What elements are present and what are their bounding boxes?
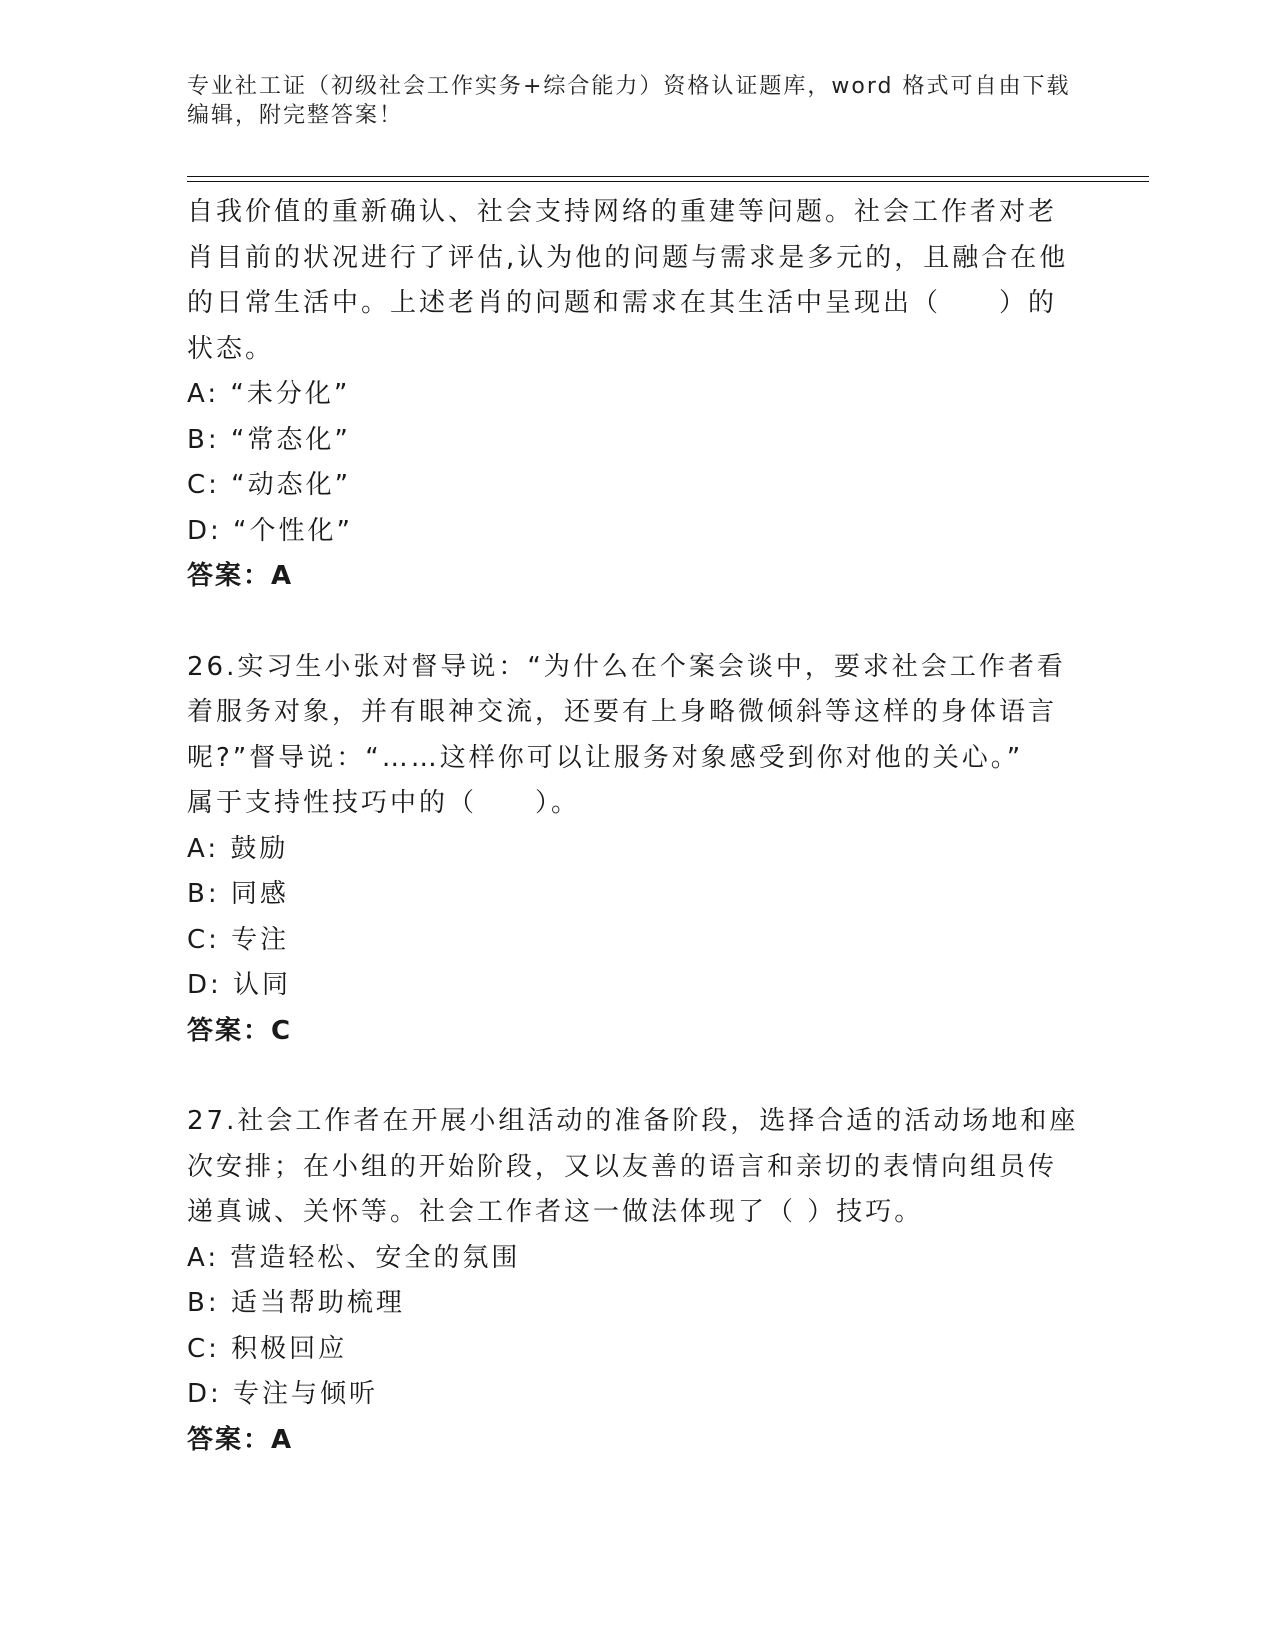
question-stem-line: 的日常生活中。上述老肖的问题和需求在其生活中呈现出（ ）的 — [187, 288, 1058, 318]
question-stem-line: 肖目前的状况进行了评估,认为他的问题与需求是多元的，且融合在他 — [187, 242, 1069, 273]
question-stem-line: 属于支持性技巧中的（ ）。 — [187, 788, 581, 818]
option-d: D: “个性化” — [187, 515, 353, 546]
option-d: D: 专注与倾听 — [187, 1379, 379, 1409]
question-stem-line: 27.社会工作者在开展小组活动的准备阶段，选择合适的活动场地和座 — [187, 1106, 1079, 1136]
question-stem-line: 着服务对象，并有眼神交流，还要有上身略微倾斜等这样的身体语言 — [187, 697, 1058, 727]
question-stem-line: 次安排；在小组的开始阶段，又以友善的语言和亲切的表情向组员传 — [187, 1151, 1058, 1182]
option-c: C: “动态化” — [187, 470, 352, 500]
answer-line: 答案：C — [187, 1015, 293, 1046]
question-stem-line: 26.实习生小张对督导说：“为什么在个案会谈中，要求社会工作者看 — [187, 651, 1066, 682]
option-b: B: 适当帮助梳理 — [187, 1288, 405, 1318]
header-divider-top — [187, 176, 1149, 177]
option-b: B: 同感 — [187, 879, 289, 909]
spacer — [187, 600, 1087, 645]
option-a: A: 鼓励 — [187, 833, 289, 864]
spacer — [187, 1054, 1087, 1099]
header-divider-bottom — [187, 181, 1149, 182]
document-header — [187, 72, 1087, 130]
question-stem-line: 呢?”督导说：“……这样你可以让服务对象感受到你对他的关心。” — [187, 742, 1024, 773]
answer-line: 答案：A — [187, 1424, 294, 1455]
option-c: C: 积极回应 — [187, 1333, 348, 1364]
header-line-1: 专业社工证（初级社会工作实务+综合能力）资格认证题库，word 格式可自由下载 — [187, 74, 1071, 99]
question-stem-line: 状态。 — [187, 333, 275, 364]
header-line-2: 编辑，附完整答案！ — [187, 103, 404, 128]
question-26 — [187, 645, 1087, 1055]
option-a: A: “未分化” — [187, 379, 351, 409]
question-stem-line: 递真诚、关怀等。社会工作者这一做法体现了（ ）技巧。 — [187, 1197, 924, 1227]
question-stem-line: 自我价值的重新确认、社会支持网络的重建等问题。社会工作者对老 — [187, 197, 1058, 227]
option-a: A: 营造轻松、安全的氛围 — [187, 1242, 521, 1273]
option-d: D: 认同 — [187, 970, 292, 1000]
option-b: B: “常态化” — [187, 424, 351, 455]
answer-line: 答案：A — [187, 561, 294, 591]
option-c: C: 专注 — [187, 924, 290, 955]
question-27 — [187, 1099, 1087, 1463]
document-body — [187, 190, 1087, 1463]
question-25 — [187, 190, 1087, 600]
